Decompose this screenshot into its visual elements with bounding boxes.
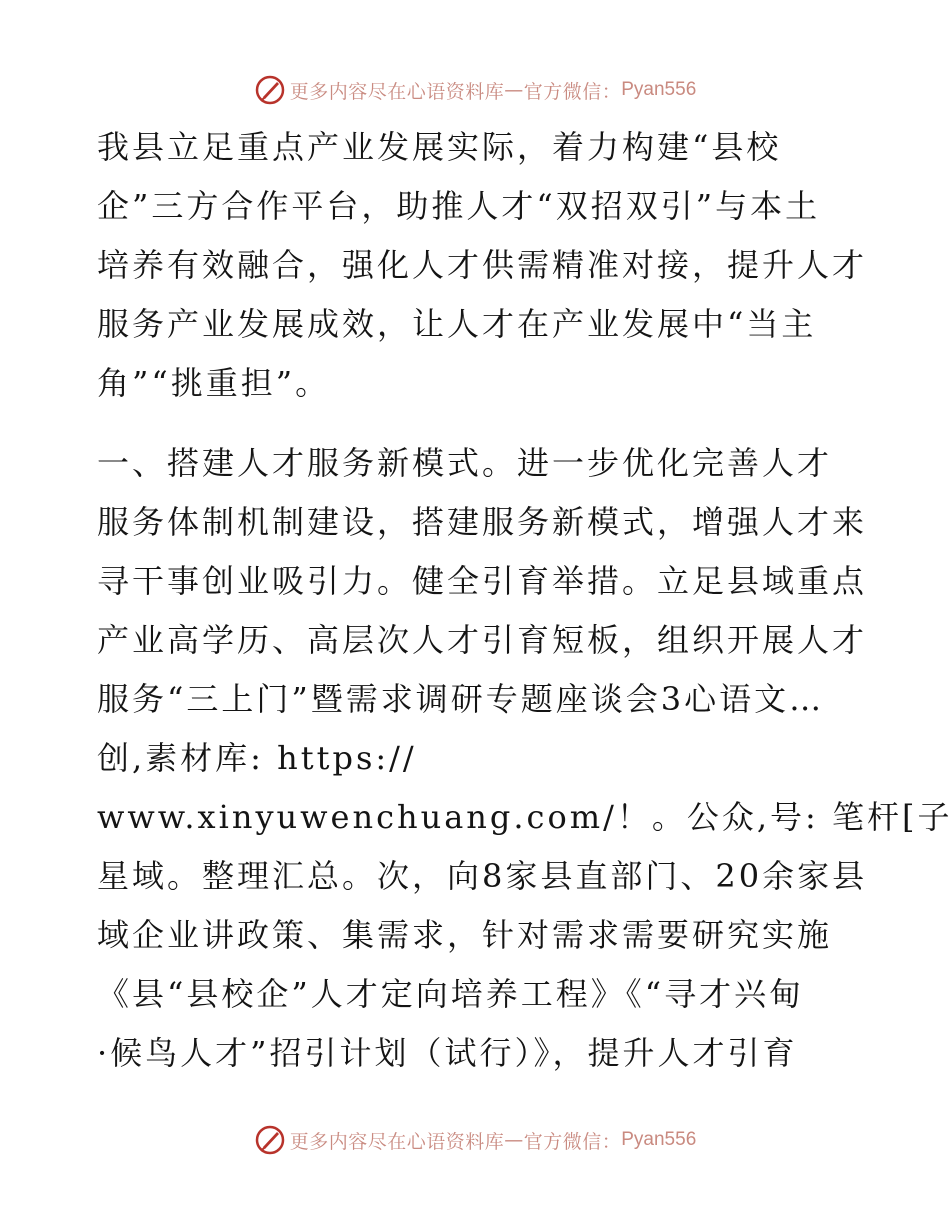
footer-banner [0, 1120, 950, 1160]
text-line: 寻干事创业吸引力。健全引育举措。立足县域重点 [97, 562, 868, 600]
text-line: 创,素材库: https:// [97, 739, 417, 777]
banner-separator: — [504, 79, 524, 101]
document-body [97, 118, 952, 1083]
text-line: 一、搭建人才服务新模式。进一步优化完善人才 [97, 444, 833, 482]
banner-wechat-handle: Pyan556 [621, 79, 697, 100]
text-line: ·候鸟人才”招引计划（试行）》，提升人才引育 [97, 1034, 798, 1072]
text-line: 星域。整理汇总。次，向8家县直部门、20余家县 [97, 857, 868, 895]
banner-title: 更多内容尽在心语资料库 [289, 1130, 505, 1153]
text-line: 域企业讲政策、集需求，针对需求需要研究实施 [97, 916, 833, 954]
banner-title: 更多内容尽在心语资料库 [289, 80, 505, 103]
banner-separator: — [504, 1129, 524, 1151]
banner-contact-label: 官方微信： [523, 80, 622, 103]
text-line: 服务体制机制建设，搭建服务新模式，增强人才来 [97, 503, 868, 541]
text-line: www.xinyuwenchuang.com/！。公众,号: 笔杆[子 [97, 798, 952, 836]
text-line: 角”“挑重担”。 [97, 364, 331, 402]
banner-contact-label: 官方微信： [523, 1130, 622, 1153]
text-line: 服务“三上门”暨需求调研专题座谈会3心语文… [97, 680, 825, 718]
text-line: 产业高学历、高层次人才引育短板，组织开展人才 [97, 621, 868, 659]
text-line: 服务产业发展成效，让人才在产业发展中“当主 [97, 305, 817, 343]
quill-logo-icon [254, 74, 286, 106]
text-line: 我县立足重点产业发展实际，着力构建“县校 [97, 128, 782, 166]
quill-logo-icon [254, 1124, 286, 1156]
text-line: 培养有效融合，强化人才供需精准对接，提升人才 [97, 246, 868, 284]
paragraph-section-one [97, 434, 952, 1083]
banner-wechat-handle: Pyan556 [621, 1129, 697, 1150]
text-line: 企”三方合作平台，助推人才“双招双引”与本土 [97, 187, 821, 225]
header-banner [0, 70, 950, 110]
text-line: 《县“县校企”人才定向培养工程》《“寻才兴甸 [97, 975, 805, 1013]
paragraph-intro [97, 118, 868, 413]
